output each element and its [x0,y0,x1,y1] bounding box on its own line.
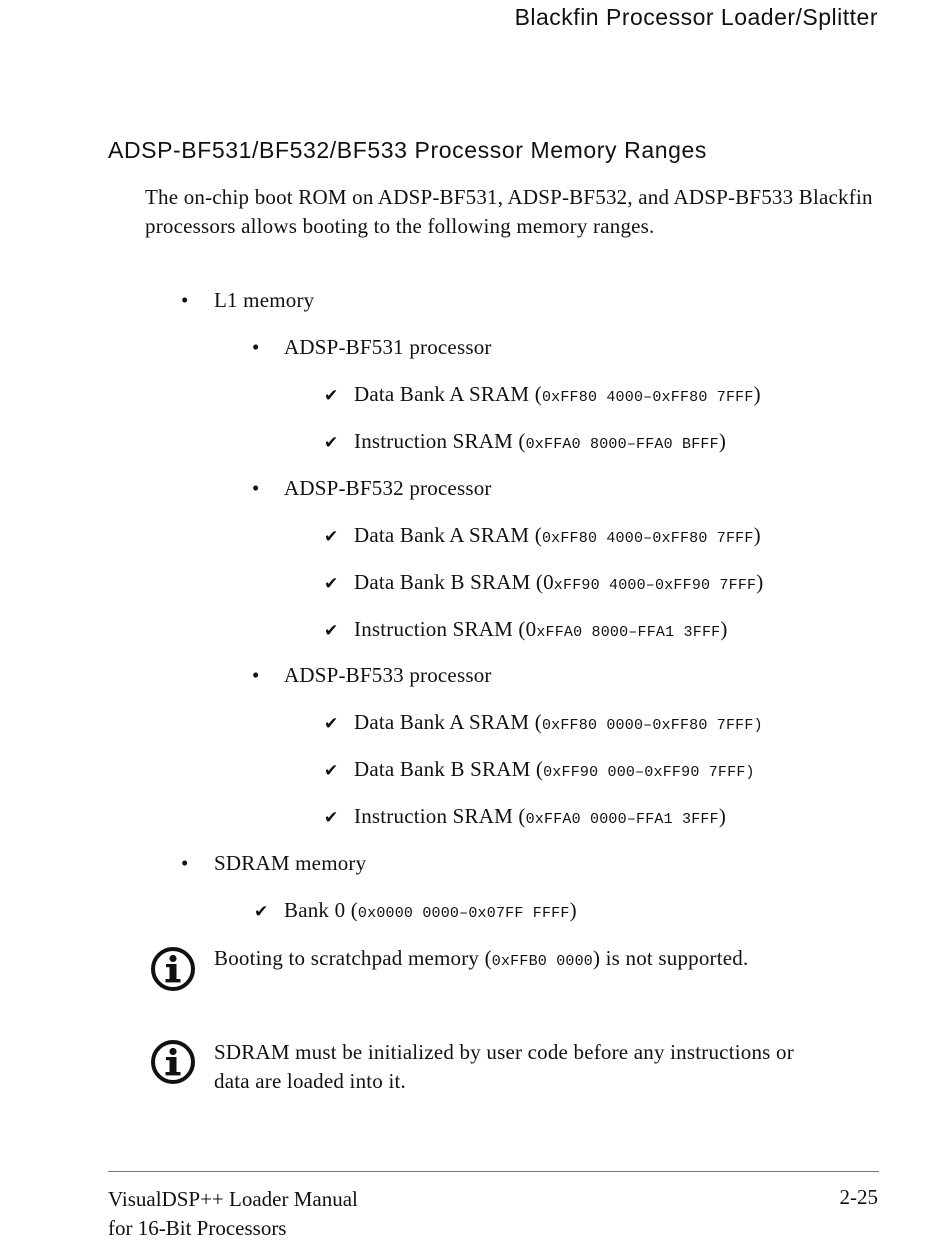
bf532-label: ADSP-BF532 processor [284,476,492,500]
range-code: 0xFFA0 8000–FFA0 BFFF [525,436,719,453]
range-code: xFF90 4000–0xFF90 7FFF [553,577,757,594]
checkmark-icon: ✔ [324,574,339,593]
note-sdram-init [214,1038,884,1096]
bullet-icon: • [252,663,260,687]
note-line: data are loaded into it. [214,1069,406,1093]
bf531-range-item [354,382,761,407]
bf532-range-item [354,523,761,548]
note-scratchpad [214,944,748,976]
section-title: ADSP-BF531/BF532/BF533 Processor Memory Ranges [108,137,708,163]
bullet-icon: • [252,476,260,500]
range-name: Instruction SRAM ( [354,429,526,453]
sdram-memory-label: SDRAM memory [214,851,367,875]
range-name: Instruction SRAM ( [354,804,526,828]
bullet-icon: • [181,851,189,875]
range-name: Data Bank A SRAM ( [354,710,542,734]
range-code: 0x0000 0000–0x07FF FFFF [357,905,570,922]
range-name: Data Bank B SRAM ( [354,757,544,781]
footer-line: for 16-Bit Processors [108,1216,287,1240]
bullet-icon: • [252,335,260,359]
range-close: ) [720,617,728,641]
range-close: ) [756,570,764,594]
checkmark-icon: ✔ [324,761,339,780]
intro-paragraph: The on-chip boot ROM on ADSP-BF531, ADSP-BF532, and ADSP-BF533 Blackfin processors allows booting to the following memory ranges. [145,185,873,238]
info-icon [150,946,196,992]
range-name: Data Bank B SRAM (0 [354,570,554,594]
range-code: 0xFFA0 0000–FFA1 3FFF [525,811,719,828]
checkmark-icon: ✔ [324,714,339,733]
bf533-label: ADSP-BF533 processor [284,663,492,687]
range-name: Data Bank A SRAM ( [354,523,542,547]
range-close: ) [569,898,577,922]
bf531-label: ADSP-BF531 processor [284,335,492,359]
bullet-icon: • [181,288,189,312]
running-header: Blackfin Processor Loader/Splitter [514,4,878,30]
range-code: xFFA0 8000–FFA1 3FFF [536,624,721,641]
range-close: ) [753,382,761,406]
bf533-range-item [354,710,763,735]
range-name: Instruction SRAM (0 [354,617,537,641]
checkmark-icon: ✔ [324,433,339,452]
note-text-after: ) is not supported. [593,946,749,970]
bf533-range-item [354,804,726,829]
range-close: ) [718,429,727,453]
range-name: Bank 0 ( [284,898,358,922]
checkmark-icon: ✔ [254,902,269,921]
range-code: 0xFF80 4000–0xFF80 7FFF [541,530,754,547]
l1-memory-label: L1 memory [214,288,315,312]
info-icon [150,1039,196,1085]
page-number: 2-25 [839,1185,878,1209]
range-code: 0xFF80 0000–0xFF80 7FFF) [541,717,763,734]
bf533-range-item [354,757,755,782]
bf532-range-item [354,570,763,595]
range-code: 0xFF80 4000–0xFF80 7FFF [541,389,754,406]
range-close: ) [753,523,761,547]
checkmark-icon: ✔ [324,621,339,640]
footer-line: VisualDSP++ Loader Manual [108,1187,358,1211]
sdram-bank0-item [284,898,577,923]
range-code: 0xFF90 000–0xFF90 7FFF) [543,764,755,781]
range-close: ) [718,804,727,828]
note-line: SDRAM must be initialized by user code before any instructions or [214,1040,794,1064]
footer-divider [108,1171,879,1172]
checkmark-icon: ✔ [324,386,339,405]
checkmark-icon: ✔ [324,527,339,546]
note-text-before: Booting to scratchpad memory ( [214,946,492,970]
note-code: 0xFFB0 0000 [491,953,593,970]
footer-manual-title [108,1185,508,1243]
bf532-range-item [354,617,728,642]
range-name: Data Bank A SRAM ( [354,382,542,406]
bf531-range-item [354,429,726,454]
checkmark-icon: ✔ [324,808,339,827]
